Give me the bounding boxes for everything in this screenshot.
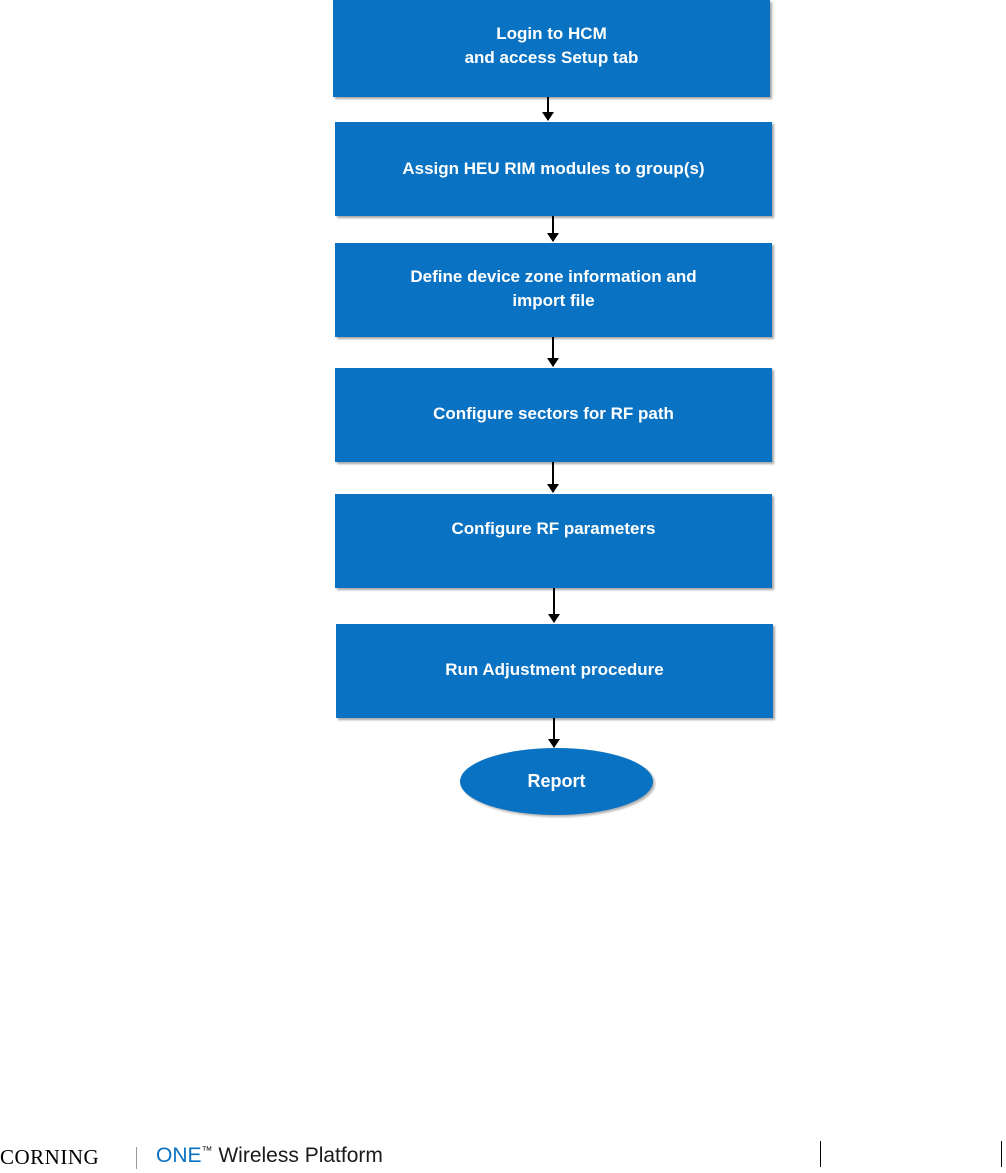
end-report-label: Report bbox=[527, 771, 586, 791]
step-assign-heu-rim-label: Assign HEU RIM modules to group(s) bbox=[402, 159, 705, 178]
step-configure-sectors-label: Configure sectors for RF path bbox=[433, 404, 674, 423]
arrow-connector bbox=[553, 588, 555, 622]
arrow-connector bbox=[552, 462, 554, 492]
end-report bbox=[460, 748, 653, 815]
arrow-connector bbox=[552, 216, 554, 241]
corning-logo: CORNING bbox=[0, 1145, 100, 1169]
product-one: ONE bbox=[156, 1144, 202, 1167]
step-configure-sectors bbox=[335, 368, 772, 462]
footer-edge-divider bbox=[1001, 1141, 1002, 1167]
arrow-connector bbox=[552, 337, 554, 366]
step-configure-rf-parameters-label: Configure RF parameters bbox=[451, 519, 656, 538]
product-name bbox=[156, 1144, 383, 1168]
step-run-adjustment bbox=[336, 624, 773, 718]
step-assign-heu-rim bbox=[335, 122, 772, 216]
footer-right-divider bbox=[820, 1141, 821, 1167]
arrow-connector bbox=[547, 97, 549, 120]
step-define-device-zone bbox=[335, 243, 772, 337]
product-rest: Wireless Platform bbox=[212, 1144, 383, 1167]
step-run-adjustment-label: Run Adjustment procedure bbox=[445, 660, 664, 679]
footer-divider bbox=[136, 1147, 137, 1169]
step-define-device-zone-label: Define device zone information and import file bbox=[410, 267, 697, 310]
step-configure-rf-parameters bbox=[335, 494, 772, 588]
step-login-hcm bbox=[333, 0, 770, 97]
page-footer bbox=[0, 1141, 1006, 1173]
arrow-connector bbox=[553, 718, 555, 747]
step-login-hcm-label: Login to HCM and access Setup tab bbox=[464, 24, 639, 67]
trademark-mark: ™ bbox=[201, 1145, 213, 1157]
